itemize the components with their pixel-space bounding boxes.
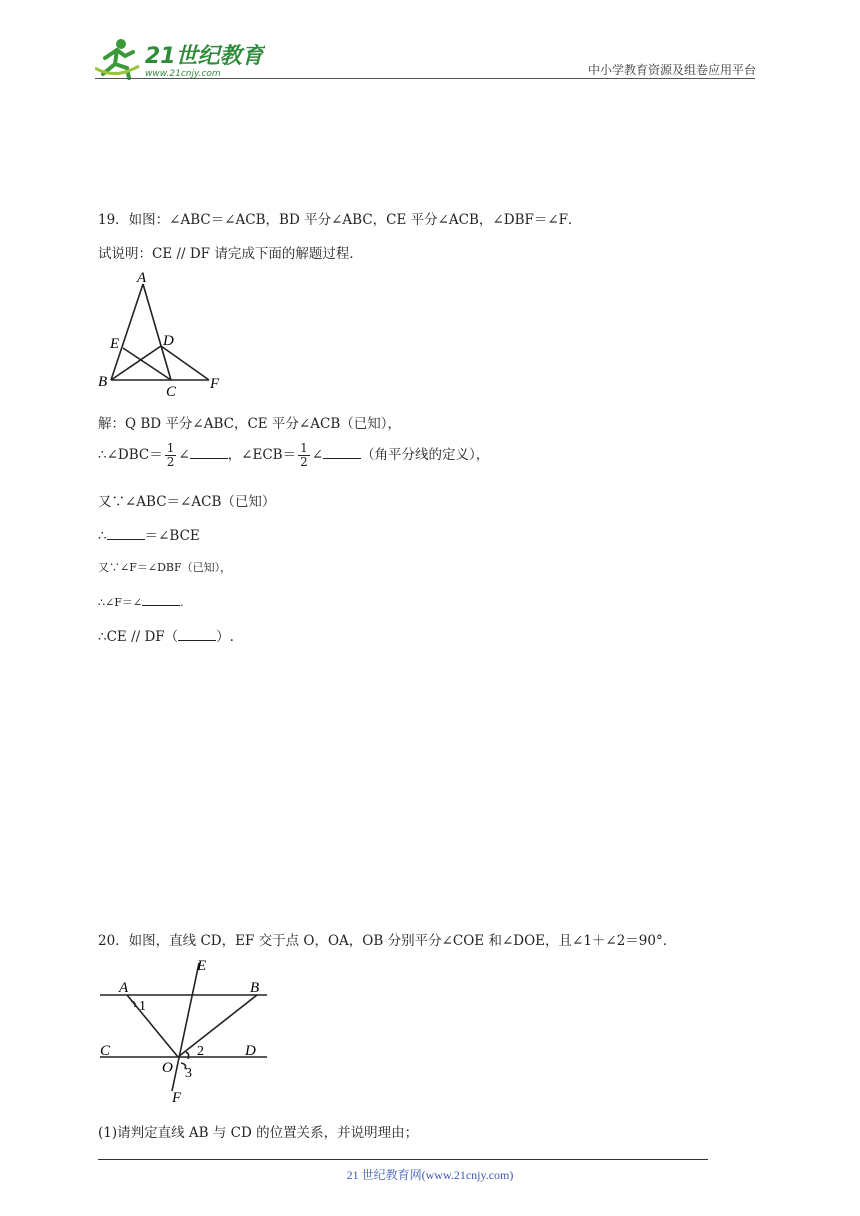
blank-2[interactable] bbox=[323, 446, 361, 459]
logo-url: www.21cnjy.com bbox=[145, 69, 221, 79]
half-fraction: $\frac{1}{2}$ bbox=[166, 441, 175, 469]
sol2-part-d: ∠ bbox=[311, 447, 324, 463]
sol4-part-a: ∴ bbox=[98, 528, 107, 544]
runner-icon bbox=[95, 39, 139, 78]
blank-4[interactable] bbox=[142, 593, 180, 606]
sol2-part-a: ∴∠DBC＝ bbox=[98, 447, 163, 463]
sol7-part-b: ）. bbox=[216, 629, 234, 645]
q19-solution-line7 bbox=[98, 625, 234, 645]
platform-name: 中小学教育资源及组卷应用平台 bbox=[587, 63, 756, 77]
q20-label-E: E bbox=[197, 958, 207, 974]
blank-1[interactable] bbox=[190, 446, 228, 459]
q20-label-O: O bbox=[162, 1060, 173, 1076]
logo-text: 21世纪教育 bbox=[145, 44, 264, 69]
q20-angle-1: 1 bbox=[139, 999, 146, 1014]
q20-angle-3: 3 bbox=[185, 1066, 192, 1081]
q19-label-E: E bbox=[110, 336, 120, 352]
sol6-part-b: . bbox=[180, 596, 184, 609]
q20-label-F: F bbox=[172, 1090, 182, 1105]
q20-figure bbox=[95, 955, 275, 1105]
q19-solution-line6 bbox=[98, 593, 184, 610]
q19-solution-line4 bbox=[98, 524, 200, 544]
q19-label-B: B bbox=[98, 374, 108, 390]
q20-label-B: B bbox=[250, 980, 260, 996]
sol4-part-b: ＝∠BCE bbox=[144, 528, 200, 544]
footer-divider bbox=[98, 1159, 708, 1160]
q20-label-D: D bbox=[245, 1043, 256, 1059]
sol7-part-a: ∴CE // DF（ bbox=[98, 629, 179, 645]
q20-label-C: C bbox=[100, 1043, 111, 1059]
footer-text: 21 世纪教育网(www.21cnjy.com) bbox=[346, 1168, 514, 1182]
q19-label-C: C bbox=[166, 384, 177, 400]
header-divider bbox=[95, 78, 755, 79]
q19-statement: 19．如图：∠ABC＝∠ACB，BD 平分∠ABC，CE 平分∠ACB，∠DBF＝∠F． bbox=[98, 212, 582, 228]
blank-3[interactable] bbox=[107, 527, 145, 540]
half-fraction-2: $\frac{1}{2}$ bbox=[300, 441, 308, 469]
q19-label-D: D bbox=[163, 333, 174, 349]
site-logo bbox=[95, 36, 265, 80]
q19-solution-line3: 又∵∠ABC＝∠ACB（已知） bbox=[98, 494, 276, 510]
q19-solution-line1: 解：Q BD 平分∠ABC，CE 平分∠ACB（已知）， bbox=[98, 416, 401, 432]
sol2-part-b: ∠ bbox=[178, 447, 190, 463]
q19-solution-line5: 又∵∠F＝∠DBF（已知）， bbox=[98, 561, 232, 574]
q19-figure bbox=[95, 268, 225, 402]
q19-label-A: A bbox=[137, 270, 147, 286]
q20-statement: 20．如图，直线 CD，EF 交于点 O，OA，OB 分别平分∠COE 和∠DOE，且∠1＋∠2＝90°． bbox=[98, 933, 677, 949]
sol2-part-c: ，∠ECB＝ bbox=[227, 447, 297, 463]
blank-5[interactable] bbox=[178, 628, 216, 641]
q20-label-A: A bbox=[119, 980, 129, 996]
q19-task: 试说明：CE // DF 请完成下面的解题过程． bbox=[98, 246, 363, 262]
sol6-part-a: ∴∠F＝∠ bbox=[98, 596, 143, 609]
sol2-part-e: （角平分线的定义）， bbox=[361, 447, 490, 463]
q20-subquestion-1: (1)请判定直线 AB 与 CD 的位置关系，并说明理由； bbox=[98, 1125, 419, 1141]
q19-label-F: F bbox=[210, 376, 220, 392]
q20-angle-2: 2 bbox=[197, 1044, 204, 1059]
q19-solution-line2 bbox=[98, 442, 489, 469]
